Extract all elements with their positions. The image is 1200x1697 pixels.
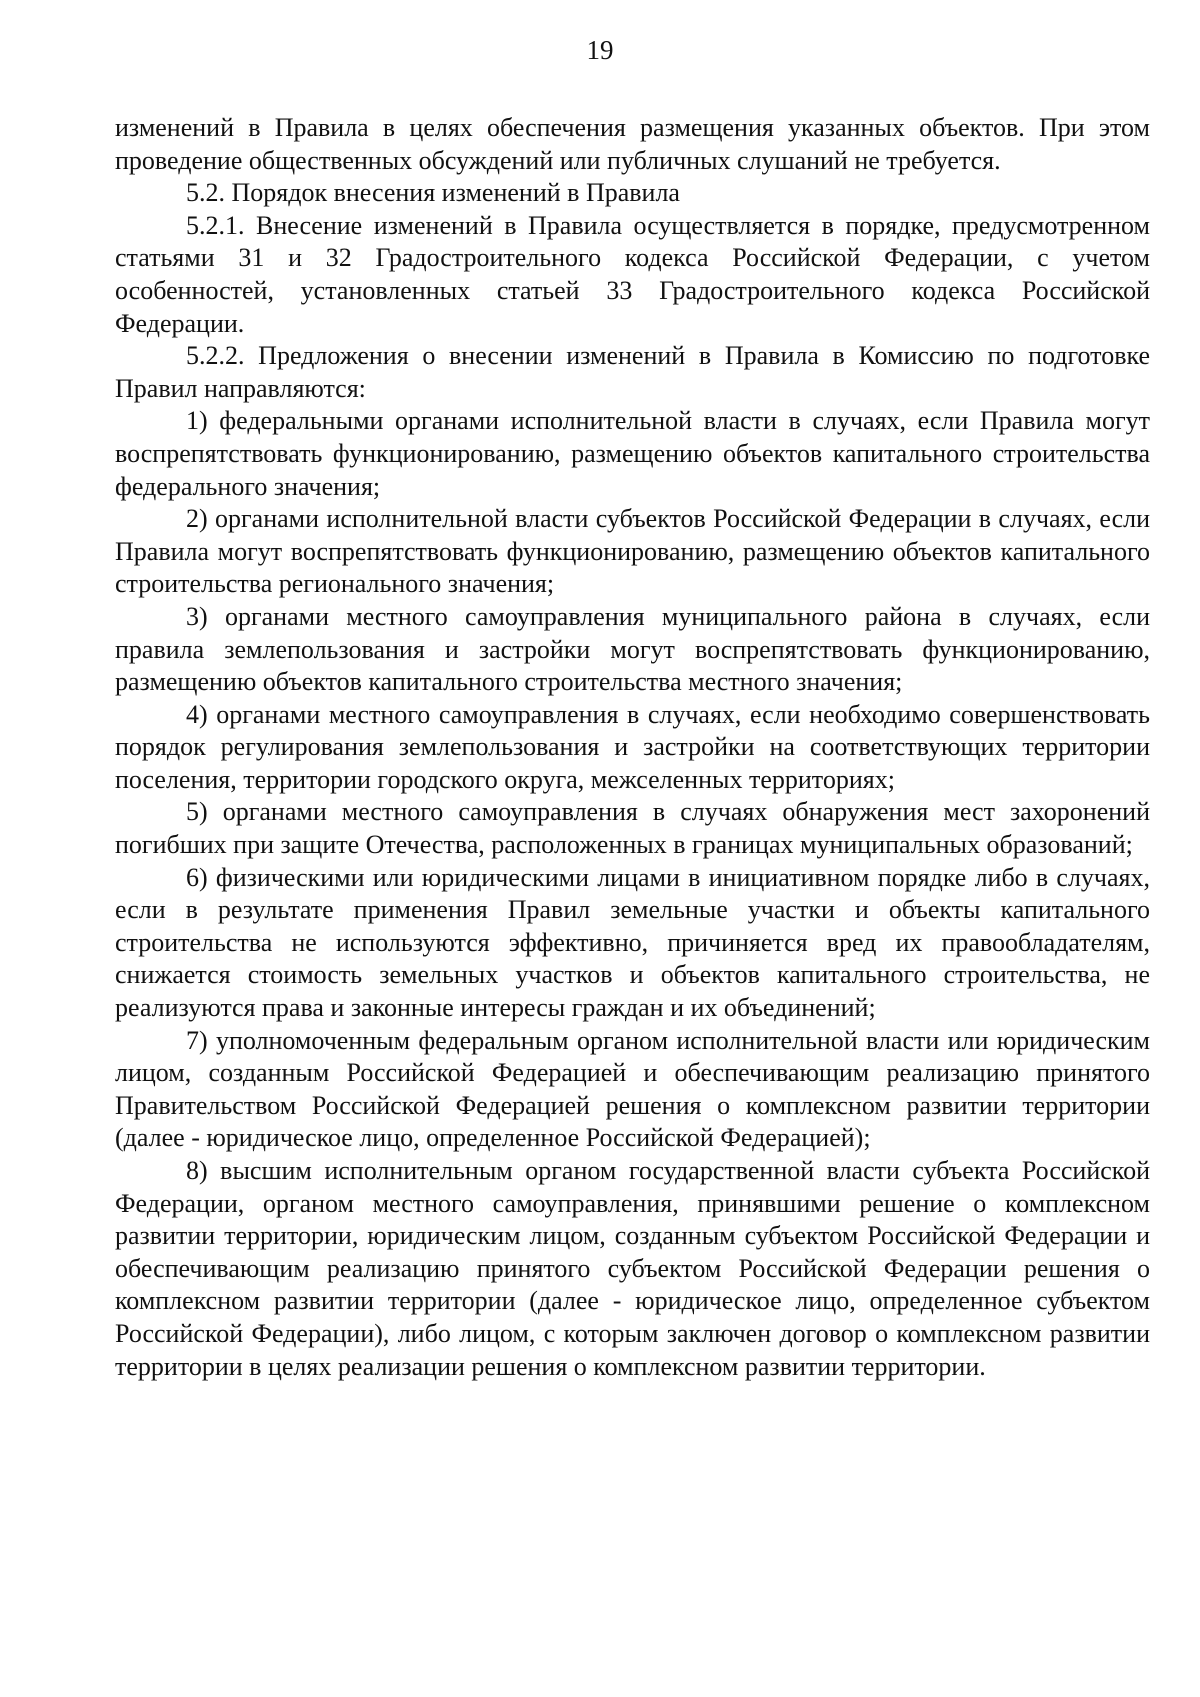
paragraph-continuation: изменений в Правила в целях обеспечения размещения указанных объектов. При этом проведение общественных обсуждений или публичных слушаний не требуется. xyxy=(115,113,1150,175)
paragraph-5-2-1: 5.2.1. Внесение изменений в Правила осуществляется в порядке, предусмотренном статьями 31 и 32 Градостроительного кодекса Российской Федерации, с учетом особенностей, установленных статьей 33 Градостроительного кодекса Российской Федерации. xyxy=(115,210,1150,338)
section-heading-5-2: 5.2. Порядок внесения изменений в Правила xyxy=(186,178,680,208)
page-number: 19 xyxy=(586,35,614,65)
list-item-5: 5) органами местного самоуправления в случаях обнаружения мест захоронений погибших при защите Отечества, расположенных в границах муниципальных образований; xyxy=(115,797,1150,860)
list-item-7: 7) уполномоченным федеральным органом исполнительной власти или юридическим лицом, созданным Российской Федерацией и обеспечивающим реализацию принятого Правительством Российской Федерацией решения о комплексном развитии территории (далее - юридическое лицо, определенное Российской Федерацией); xyxy=(115,1025,1150,1153)
list-item-3: 3) органами местного самоуправления муниципального района в случаях, если правила землепользования и застройки могут воспрепятствовать функционированию, размещению объектов капитального строительства местного значения; xyxy=(115,601,1150,697)
list-item-4: 4) органами местного самоуправления в случаях, если необходимо совершенствовать порядок регулирования землепользования и застройки на соответствующих территории поселения, территории городского округа, межселенных территориях; xyxy=(115,699,1150,794)
list-item-8: 8) высшим исполнительным органом государственной власти субъекта Российской Федерации, органом местного самоуправления, принявшими решение о комплексном развитии территории, юридическим лицом, созданным субъектом Российской Федерации и обеспечивающим реализацию принятого субъектом Российской Федерации решения о комплексном развитии территории (далее - юридическое лицо, определенное субъектом Российской Федерации), либо лицом, с которым заключен договор о комплексном развитии территории в целях реализации решения о комплексном развитии территории. xyxy=(115,1156,1150,1381)
list-item-2: 2) органами исполнительной власти субъектов Российской Федерации в случаях, если Правила могут воспрепятствовать функционированию, размещению объектов капитального строительства регионального значения; xyxy=(115,504,1150,599)
list-item-6: 6) физическими или юридическими лицами в инициативном порядке либо в случаях, если в результате применения Правил земельные участки и объекты капитального строительства не используются эффективно, причиняется вред их правообладателям, снижается стоимость земельных участков и объектов капитального строительства, не реализуются права и законные интересы граждан и их объединений; xyxy=(115,862,1150,1023)
list-item-1: 1) федеральными органами исполнительной власти в случаях, если Правила могут воспрепятствовать функционированию, размещению объектов капитального строительства федерального значения; xyxy=(115,406,1150,501)
document-body xyxy=(115,112,1150,1383)
paragraph-5-2-2: 5.2.2. Предложения о внесении изменений в Правила в Комиссию по подготовке Правил направляются: xyxy=(115,341,1150,403)
